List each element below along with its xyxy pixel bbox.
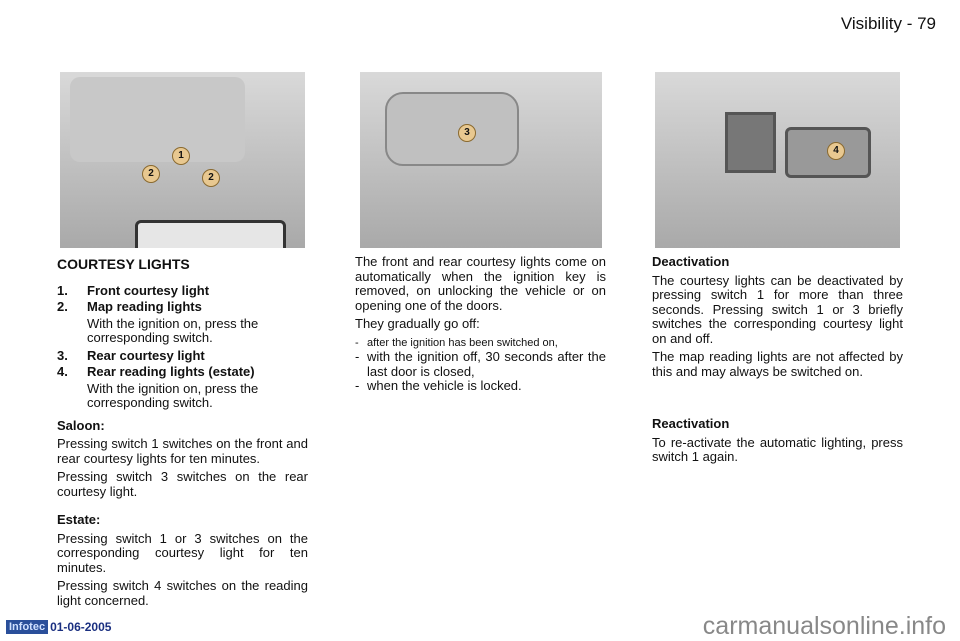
page-header: Visibility - 79	[840, 14, 936, 33]
item-number: 2.	[57, 299, 68, 314]
item-description: With the ignition on, press the corresponding switch.	[87, 380, 259, 410]
item-number: 4.	[57, 364, 68, 379]
saloon-heading: Saloon:	[57, 417, 105, 433]
front-courtesy-light-illustration	[60, 72, 305, 248]
reactivation-heading: Reactivation	[652, 416, 730, 431]
item-label: Rear reading lights (estate)	[87, 364, 255, 379]
deactivation-heading: Deactivation	[652, 254, 730, 269]
footer	[6, 620, 111, 634]
rear-reading-light-illustration	[655, 72, 900, 248]
bullet: with the ignition off, 30 seconds after the last door is closed,	[367, 349, 606, 379]
estate-heading: Estate:	[57, 512, 101, 527]
infotec-logo: Infotec	[6, 620, 48, 634]
estate-paragraph: Pressing switch 4 switches on the reading light concerned.	[57, 578, 308, 608]
callout-4: 4	[827, 142, 845, 160]
paragraph: They gradually go off:	[355, 316, 480, 331]
paragraph: The map reading lights are not affected by this and may always be switched on.	[652, 349, 903, 379]
item-description: With the ignition on, press the corresponding switch.	[87, 315, 259, 345]
saloon-paragraph: Pressing switch 3 switches on the rear courtesy light.	[57, 469, 308, 499]
column-deactivation	[652, 255, 903, 469]
saloon-paragraph: Pressing switch 1 switches on the front and rear courtesy lights for ten minutes.	[57, 436, 308, 466]
item-label: Front courtesy light	[87, 282, 210, 298]
estate-paragraph: Pressing switch 1 or 3 switches on the corresponding courtesy light for ten minutes.	[57, 530, 308, 575]
item-label: Rear courtesy light	[87, 347, 205, 363]
callout-2: 2	[142, 165, 160, 183]
paragraph: The front and rear courtesy lights come on automatically when the ignition key is removed, on unlocking the vehicle or on opening one of the doors.	[355, 254, 606, 313]
callout-2: 2	[202, 169, 220, 187]
item-number: 3.	[57, 347, 68, 363]
item-number: 1.	[57, 282, 68, 298]
rear-courtesy-light-illustration	[360, 72, 602, 248]
section-title: COURTESY LIGHTS	[57, 256, 190, 272]
bullet: after the ignition has been switched on,	[367, 336, 558, 349]
watermark: carmanualsonline.info	[702, 612, 946, 640]
paragraph: To re-activate the automatic lighting, press switch 1 again.	[652, 434, 903, 464]
column-courtesy-lights	[57, 255, 308, 612]
bullet: when the vehicle is locked.	[367, 378, 522, 393]
footer-date: 01-06-2005	[50, 620, 112, 634]
item-label: Map reading lights	[87, 299, 202, 314]
column-automatic: The front and rear courtesy lights come on automatically when the ignition key is removed, on unlocking the vehicle or on opening one of the doors. They gradually go off: - after the ignition has been switched on, - with the ignition off, 30 seconds after the last door is closed, - when the vehicle is locked.	[355, 254, 606, 393]
callout-3: 3	[458, 124, 476, 142]
paragraph: The courtesy lights can be deactivated by pressing switch 1 for more than three seconds. Pressing switch 1 or 3 briefly switches the corresponding courtesy light on and off.	[652, 272, 903, 346]
callout-1: 1	[172, 147, 190, 165]
